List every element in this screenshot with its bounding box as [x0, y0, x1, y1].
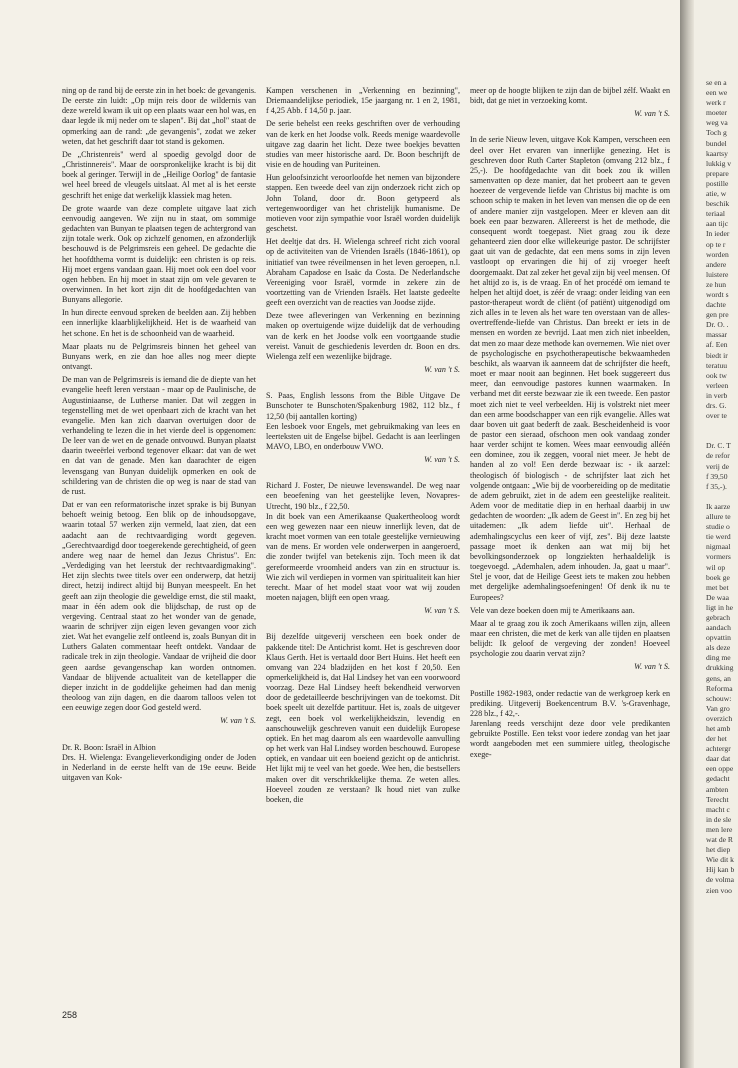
- facing-page-line: weg va: [706, 118, 728, 128]
- paragraph: De serie behelst een reeks geschriften over de verhouding van de kerk en het Joodse volk. Reeds menige waardevolle uitgave zag daarin het licht. Deze twee boekjes bevatten studies van meer historische aard. Dr. Boon beschrijft de visie en de houding van Puriteinen.: [266, 119, 460, 170]
- facing-page-line: beschik: [706, 199, 730, 209]
- facing-page-line: Van gro: [706, 703, 730, 713]
- facing-page-line: met bet: [706, 582, 729, 592]
- facing-page-line: vormers: [706, 552, 731, 562]
- facing-page-line: ligt in he: [706, 602, 733, 612]
- facing-page-line: se en a: [706, 78, 727, 87]
- facing-page-line: een we: [706, 88, 728, 98]
- facing-page-line: achtergr: [706, 744, 731, 754]
- paragraph: Jarenlang reeds verschijnt deze door vele predikanten gebruikte Postille. Een tekst voor iedere zondag van het jaar wordt aangeboden met een summiere uitleg, theologische exege-: [470, 719, 670, 759]
- reviewer-signature: W. van 't S.: [220, 716, 256, 726]
- facing-page-line: drukking: [706, 663, 734, 673]
- paragraph: De „Christenreis" werd al spoedig gevolgd door de „Christinnereis". Maar de oorspronkelijke kracht is bij dit boek al geringer. Terwijl in de „Heilige Oorlog" de fantasie wel heel breed de vleugels uitslaat. Al met al is het eerste geschrift het enige dat werkelijk klassiek mag heten.: [62, 149, 256, 200]
- facing-page-line: [706, 421, 738, 431]
- facing-page-line: schouw:: [706, 693, 732, 703]
- review-heading: S. Paas, English lessons from the Bible Uitgave De Bunschoter te Bunschoten/Spakenburg 1982, 112 blz., f 12,50 (bij aantallen korting): [266, 391, 460, 421]
- paragraph: Maar plaats nu de Pelgrimsreis binnen het geheel van Bunyans werk, en zie dan hoe alles nog meer diepte ontvangt.: [62, 341, 256, 372]
- facing-page-line: Toch g: [706, 128, 727, 138]
- reviewer-signature: W. van 't S.: [634, 662, 670, 672]
- facing-page-line: aandach: [706, 623, 731, 633]
- review-heading: Dr. R. Boon: Israël in Albion: [62, 742, 156, 752]
- reviewer-signature: W. van 't S.: [424, 365, 460, 375]
- facing-page-line: postille: [706, 178, 729, 188]
- facing-page-line: dachte: [706, 300, 726, 310]
- facing-page-line: andere: [706, 259, 727, 269]
- facing-page-line: daar dat: [706, 754, 731, 764]
- facing-page-line: men lere: [706, 824, 733, 834]
- paragraph: Deze twee afleveringen van Verkenning en bezinning maken op overtuigende wijze duidelijk dat de verhouding van de kerk en het Joodse volk een voortgaande studie vereist. Vanuit de geschiedenis leverden dr. Boon en drs. Wielenga zelf een wezenlijke bijdrage.: [266, 311, 460, 361]
- facing-page-line: nigmaal: [706, 542, 731, 552]
- paragraph: Drs. H. Wielenga: Evangelieverkondiging onder de Joden in Nederland in de eerste helft van de 19e eeuw. Beide uitgaven van Kok-: [62, 752, 256, 782]
- paragraph: ning op de rand bij de eerste zin in het boek: de gevangenis. De eerste zin luidt: „Op mijn reis door de wildernis van deze wereld kwam ik uit op een plaats waar een hol was, en daar legde ik mij neder om te slapen". Bij dat „hol" staat de opmerking aan de rand: „de gevangenis", zodat we zeker weten, dat het geschrift daar tot stand is gekomen.: [62, 86, 256, 146]
- text-column-3: [470, 86, 670, 1016]
- facing-page-line: de volma: [706, 875, 735, 885]
- reviewer-signature: W. van 't S.: [424, 606, 460, 616]
- facing-page-line: overzich: [706, 713, 733, 723]
- paragraph: Het deeltje dat drs. H. Wielenga schreef richt zich vooral op de activiteiten van de Vrienden Israëls (1846-1861), op initiatief van twee réveilmensen in het leven geroepen, n.l. Abraham Capadose en Isaäc da Costa. De Nederlandsche Vereeniging voor Israël, vormde in zekere zin de voortzetting van de Vrienden Israëls. Het laatste gedeelte geeft een overzicht van de reacties van Joodse zijde.: [266, 237, 460, 308]
- facing-page-line: f 39,50: [706, 471, 728, 481]
- facing-page-line: ding me: [706, 653, 731, 663]
- facing-page-line: luistere: [706, 269, 729, 279]
- facing-page-text: [706, 78, 738, 896]
- review-heading: Richard J. Foster, De nieuwe levenswandel. De weg naar een beoefening van het geestelijke leven, Novapres-Utrecht, 190 blz., f 22,50.: [266, 481, 460, 511]
- facing-page-line: opvattin: [706, 633, 731, 643]
- paragraph: Kampen verschenen in „Verkenning en bezinning", Driemaandelijkse periodiek, 15e jaargang nr. 1 en 2, 1981, f 4,25 Abb. f 14,50 p. jaar.: [266, 86, 460, 116]
- facing-page-line: wat de R: [706, 835, 733, 845]
- facing-page-line: biedt ir: [706, 350, 728, 360]
- facing-page-line: Reforma: [706, 683, 733, 693]
- review-heading: Postille 1982-1983, onder redactie van de werkgroep kerk en prediking. Uitgeverij Boekencentrum B.V. 's-Gravenhage, 228 blz., f 42,-.: [470, 688, 670, 718]
- facing-page-line: verleen: [706, 380, 729, 390]
- reviewer-signature: W. van 't S.: [634, 109, 670, 119]
- paragraph: meer op de hoogte blijken te zijn dan de bijbel zélf. Waakt en bidt, dat ge niet in verzoeking komt.: [470, 86, 670, 106]
- paragraph: Maar al te graag zou ik zoch Amerikaans willen zijn, alleen maar een christen, die met de kerk van alle tijden en plaatsen belijdt: Ik geloof de vergeving der zonden! Hoeveel psychologie zou daarin vervat zijn?: [470, 618, 670, 659]
- facing-page-line: [706, 492, 738, 502]
- facing-page-line: af. Een: [706, 340, 728, 350]
- facing-page-line: Terecht: [706, 794, 729, 804]
- facing-page-line: Dr. C. T: [706, 441, 731, 451]
- facing-page-line: verij de: [706, 461, 729, 471]
- facing-page-line: een oppe: [706, 764, 734, 774]
- facing-page-line: kaartsy: [706, 148, 728, 158]
- facing-page-line: als deze: [706, 643, 731, 653]
- facing-page-line: ambten: [706, 784, 729, 794]
- text-column-1: [62, 86, 256, 1016]
- facing-page-line: in de sle: [706, 814, 732, 824]
- page-number: 258: [62, 1010, 78, 1020]
- facing-page-line: teratuu: [706, 360, 728, 370]
- facing-page-line: tie werd: [706, 532, 731, 542]
- facing-page-line: zien voo: [706, 885, 732, 895]
- facing-page-line: atie, w: [706, 189, 727, 199]
- facing-page-line: in verb: [706, 390, 728, 400]
- facing-page-line: gens, an: [706, 673, 731, 683]
- facing-page-line: aan tijc: [706, 219, 729, 229]
- facing-page-line: het amb: [706, 724, 731, 733]
- facing-page-line: het diep: [706, 845, 731, 855]
- facing-page-line: boek ge: [706, 572, 730, 582]
- facing-page-line: lukkig v: [706, 158, 732, 168]
- facing-page-line: wordt s: [706, 289, 729, 299]
- paragraph: In hun directe eenvoud spreken de beelden aan. Zij hebben een innerlijke klaarblijkelijkheid. Het is de waarheid van het schone. En het is de schoonheid van de waarheid.: [62, 308, 256, 338]
- paragraph: Vele van deze boeken doen mij te Amerikaans aan.: [470, 605, 635, 615]
- facing-page-line: gebrach: [706, 612, 731, 622]
- facing-page-line: bundel: [706, 138, 727, 148]
- paragraph: Een lesboek voor Engels, met gebruikmaking van lees en leerteksten uit de Engelse bijbel. Gedacht is aan leerlingen MAVO, LBO, en onderbouw VWO.: [266, 421, 460, 451]
- facing-page-line: [706, 431, 738, 441]
- facing-page-line: f 35,-).: [706, 481, 727, 491]
- text-column-2: [266, 86, 460, 1016]
- facing-page-line: Hij kan b: [706, 865, 735, 875]
- facing-page-line: de refor: [706, 451, 730, 461]
- paragraph: De man van de Pelgrimsreis is iemand die de diepte van het evangelie heeft leren verstaan - maar op de Paulinische, de Augustiniaanse, de Lutherse manier. Dat wil zeggen in tegenstelling met de wet openbaart zich de kracht van het evangelie. Men kan zich daarvan overtuigen door de verhandeling te lezen die in het vierde deel is opgenomen: De leer van de wet en de genade ontvouwd. Bunyan plaatst daarin tweeërlei verbond tegenover elkaar: dat van de wet en dat van de genade. Men kan daarachter de eigen levensgang van Bunyan duidelijk opmerken en ook de schildering van de christen die op weg is naar de stad van de rust.: [62, 375, 256, 496]
- facing-page-line: massar: [706, 330, 728, 340]
- paragraph: De grote waarde van deze complete uitgave laat zich eenvoudig aangeven. We zijn nu in staat, om sommige gedachten van Bunyan te plaatsen tegen de achtergrond van zijn totale werk. Ook op zichzelf genomen, en afzonderlijk beschouwd is de Pelgrimsreis een geheel. De gedachte die het hoofdthema vormt is duidelijk: een christen is op reis. Hij moet ergens vandaan gaan. Hij moet ook een doel voor ogen hebben. En hij moet in staat zijn om vele gevaren te overwinnen. In het kort zijn dit de hoofdgedachten van Bunyans allegorie.: [62, 203, 256, 305]
- facing-page-line: drs. G.: [706, 401, 727, 410]
- facing-page-line: gen pre: [706, 310, 729, 320]
- facing-page-line: De waa: [706, 592, 729, 602]
- facing-page-line: over te: [706, 411, 727, 421]
- facing-page-line: prepare: [706, 168, 729, 178]
- facing-page-line: Ik aarze: [706, 501, 731, 511]
- paragraph: Hun geloofsinzicht veroorloofde het nemen van bijzondere stappen. Een tweede deel van zijn onderzoek richt zich op John Toland, door dr. Boon getypeerd als vertegenwoordiger van het christelijk humanisme. De motieven voor zijn sympathie voor Israël worden duidelijk geschetst.: [266, 173, 460, 234]
- reviewer-signature: W. van 't S.: [424, 455, 460, 465]
- facing-page-line: gedacht: [706, 774, 730, 784]
- facing-page-line: Wie dit k: [706, 855, 734, 865]
- paragraph: In dit boek van een Amerikaanse Quakertheoloog wordt een weg gewezen naar een nieuw innerlijk leven, dat de kracht moet vormen van een totale geestelijke vernieuwing van de mens. Er worden vele onderwerpen in aangeroerd, die zonder twijfel van betekenis zijn. Toch meen ik dat gereformeerde vroomheid anders van zin en structuur is. Wie zich wil verdiepen in vormen van spiritualiteit kan hier terecht. Maar of het model staat voor wat wij zouden moeten najagen, blijft een open vraag.: [266, 511, 460, 603]
- facing-page-line: der het: [706, 734, 727, 744]
- book-gutter: [680, 0, 694, 1068]
- facing-page-line: werk r: [706, 98, 726, 108]
- paragraph: Bij dezelfde uitgeverij verscheen een boek onder de pakkende titel: De Antichrist komt. Het is geschreven door Klaus Gerth. Het is vertaald door Bert Huins. Het heeft een omvang van 224 bladzijden en het kost f 20,50. Een opmerkelijkheid is, dat Hal Lindsey het van een voorwoord voorzag. Deze Hal Lindsey heeft bekendheid verworven door de gedetailleerde beschrijvingen van de toekomst. Dit boek speelt uit dezelfde partituur. Het is, zoals de uitgever zegt, een boek vol werkelijkheidszin, levendig en aanschouwelijk geschreven vanuit een duidelijk Europese optiek. En het mag daarom als een waardevolle aanvulling op het werk van Hal Lindsey worden beschouwd. Europese optiek, en vandaar uit een boeiend gezicht op de antichrist. Het lijkt mij te veel van het goede. Wee hen, die bestsellers maken over dit verschrikkelijke thema. Ze weten alles. Hoeveel zouden ze verstaan? Ik houd niet van zulke boeken, die: [266, 632, 460, 804]
- facing-page-line: ook tw: [706, 370, 727, 380]
- facing-page-line: allure te: [706, 512, 731, 522]
- facing-page-line: wil op: [706, 562, 726, 572]
- facing-page-line: ze hun: [706, 279, 727, 289]
- facing-page-line: Dr. O. .: [706, 320, 729, 330]
- facing-page-line: macht c: [706, 804, 730, 814]
- facing-page-line: studie o: [706, 522, 730, 532]
- paragraph: In de serie Nieuw leven, uitgave Kok Kampen, verscheen een deel over Het ervaren van innerlijke genezing. Het is geschreven door Ruth Carter Stapleton (omvang 212 blz., f 25,-). De hoofdgedachte van dit boek zou ik willen samenvatten op deze manier, dat het probeert aan te geven hoezeer de vergevende liefde van Christus bij machte is om schoon schip te maken in het leven van mensen die op de een of andere manier zijn vastgelopen. Meer er kleven aan dit boek een paar bezwaren. Allereerst is het de methode, die consequent wordt toegepast. Niet graag zou ik deze gehanteerd zien door elke willekeurige pastor. De schrijfster gaat uit van de gedachte, dat een mens soms in zijn leven vastloopt op ervaringen die hij of zij vroeger heeft doorgemaakt. Dat zal zeker het geval zijn bij veel mensen. Of het altijd zo is, is de vraag. En of het procédé om iemand te helpen het altijd doet, is zéér de vraag: onder leiding van een pastor-therapeut wordt de cliënt (of patiënt) uitgenodigd om zich alles in te leven als het ware ten overstaan van de alles-overtreffende-liefde van Christus. Dan breekt er iets in de mensen en worden ze bevrijd. Laat men zich niet inbeelden, dat men zo maar deze methode kan overnemen. Wie niet over de psychologische en psychotherapeutische bekwaamheden beschikt, als waarvan ik aanneem dat de schrijfster die heeft, moet er maar nooit aan beginnen. Het boek suggereert dus meer, dan eenvoudige pastores kunnen waarmaken. In verband met dit eerste bezwaar zie ik een tweede. Een pastor moet zich niet te veel verbeelden. Hij is volstrekt niet meer dan een arme boodschapper van een rijk evangelie. Alles wat daar boven uit gaat bederft de zaak. Bescheidenheid is voor de pastor een sieraad, ofschoon men ook vandaag zonder haar verder schijnt te komen. Wees maar eenvoudig alléén een dominee, zou ik zeggen, vooral niet meer. Je hebt de handen al zo vol! Een derde bezwaar is: - ik aarzel: theologisch óf biologisch - de schrijfster laat zich het volgende ontgaan: „Wie bij de voorbereiding op de meditatie de adem gebruikt, ziet in de adem een geestelijke realiteit. Adem voor de meditatie diep in en herhaal daarbij in uw gedachten de woorden: „Ik adem de Geest in". En zeg bij het uitademen: „Ik adem liefde uit". Herhaal de ademhalingscyclus een keer of vijf, zes". Bij deze laatste passage moet ik denken aan wat mij bij het bevolkingsonderzoek op longziekten herhaaldelijk is toegevoegd. „Ademhalen, adem inhouden. Ja, gaat u maar". Stel je voor, dat de Heilige Geest iets te maken zou hebben met dergelijke ademhalingsoefeningen! Of denk ik nu te Europees?: [470, 135, 670, 602]
- facing-page-line: In ieder: [706, 229, 730, 239]
- paragraph: Dat er van een reformatorische inzet sprake is bij Bunyan behoeft weinig betoog. Een blik op de inhoudsopgave, waarin totaal 57 werken zijn vermeld, laat zien, dat een aadacht aan de rechtvaardiging wordt gegeven. „Gerechtvaardigd door toegerekende gerechtigheid, of geen andere weg naar de hemel dan Jezus Christus". En: „Verdediging van het leerstuk der rechtvaardigmaking". Het zijn slechts twee titels over een onderwerp, dat hetzij direct, hetzij indirect altijd bij Bunyan meespeelt. En het geeft aan zijn theologie die geweldige ernst, die stil maakt, maar in één adem ook die blijdschap, de rust op de vergeving. Centraal staat zo het wonder van de genade, waarin de schrijver zijn eigen leven gevangen voor zich ziet. Wat het evangelie zelf ontleend is, zoals Bunyan dit in Luthers Galaten commentaar heeft ontdekt. Vandaar de radicale trek in zijn theologie. Vandaar de vrijheid die door geen aardse gevangenschap kan worden ontnomen. Vandaar de blijvende actualiteit van de ketellapper die dieper inzicht in de goddelijke geheimen had dan menig theoloog van zijn dagen, en die daarom talloos velen tot een eeuwige zegen door God gesteld werd.: [62, 500, 256, 713]
- facing-page-line: moeter: [706, 108, 728, 118]
- facing-page-line: op te r: [706, 239, 726, 249]
- facing-page-line: worden: [706, 249, 729, 259]
- facing-page-line: teriaal: [706, 209, 725, 219]
